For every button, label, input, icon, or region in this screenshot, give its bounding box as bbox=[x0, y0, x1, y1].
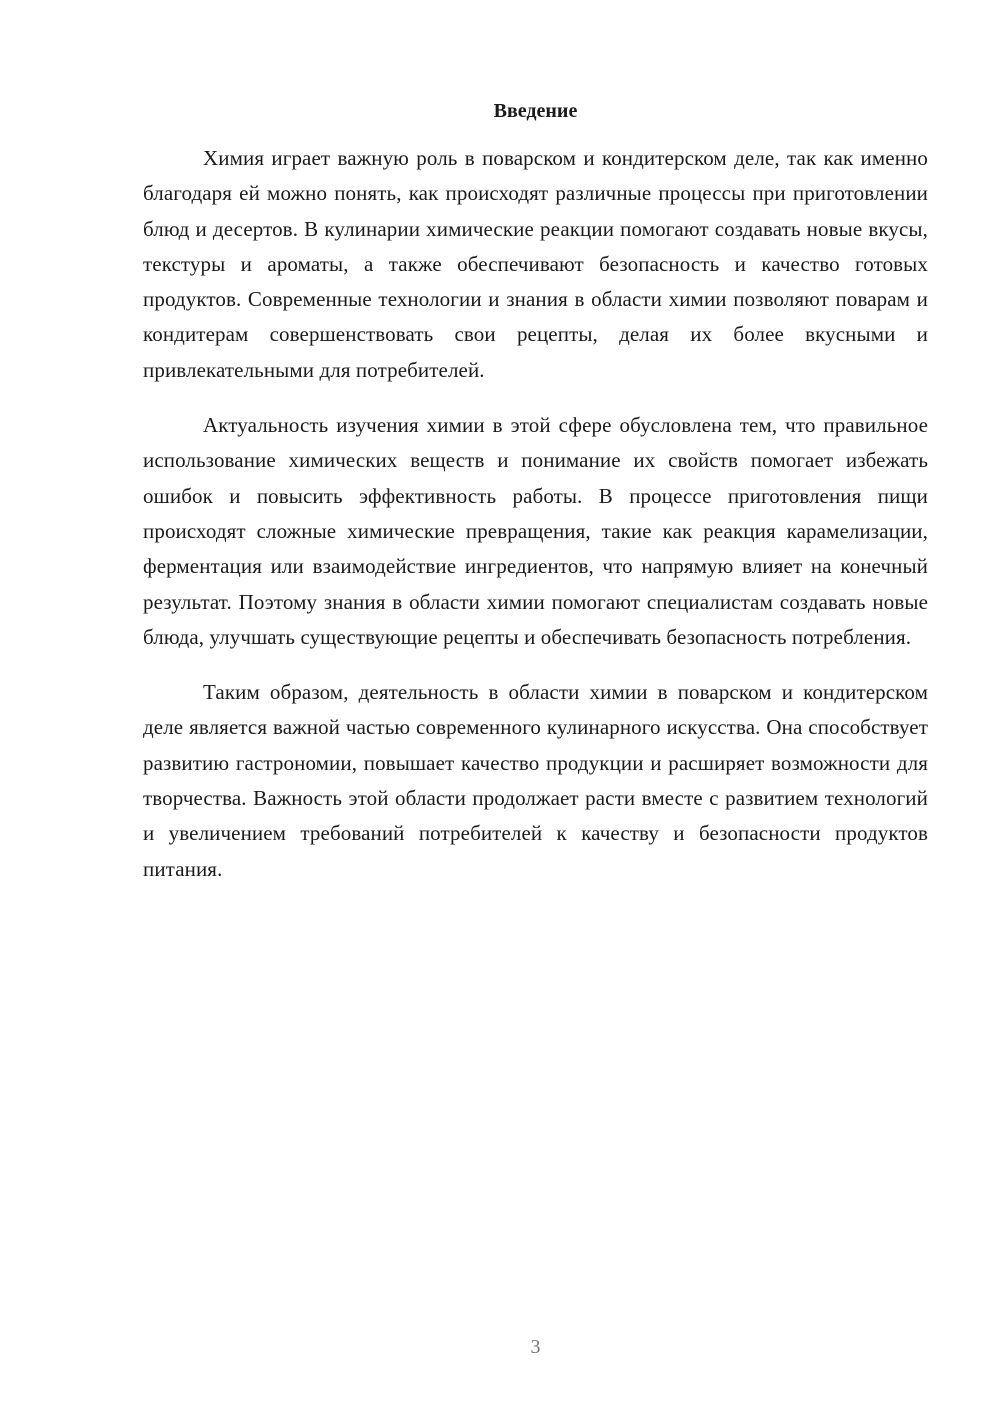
paragraph-1: Химия играет важную роль в поварском и кондитерском деле, так как именно благодаря ей можно понять, как происходят различные процессы при приготовлении блюд и десертов. В кулинарии химические реакции помогают создавать новые вкусы, текстуры и ароматы, а также обеспечивают безопасность и качество готовых продуктов. Современные технологии и знания в области химии позволяют поварам и кондитерам совершенствовать свои рецепты, делая их более вкусными и привлекательными для потребителей. bbox=[143, 146, 928, 382]
page-number: 3 bbox=[530, 1336, 541, 1358]
section-heading: Введение bbox=[493, 100, 578, 122]
paragraph-2: Актуальность изучения химии в этой сфере обусловлена тем, что правильное использование химических веществ и понимание их свойств помогает избежать ошибок и повысить эффективность работы. В процессе приготовления пищи происходят сложные химические превращения, такие как реакция карамелизации, ферментация или взаимодействие ингредиентов, что напрямую влияет на конечный результат. Поэтому знания в области химии помогают специалистам создавать новые блюда, улучшать существующие рецепты и обеспечивать безопасность потребления. bbox=[143, 413, 928, 649]
body-text bbox=[143, 141, 928, 907]
paragraph-3: Таким образом, деятельность в области химии в поварском и кондитерском деле является важной частью современного кулинарного искусства. Она способствует развитию гастрономии, повышает качество продукции и расширяет возможности для творчества. Важность этой области продолжает расти вместе с развитием технологий и увеличением требований потребителей к качеству и безопасности продуктов питания. bbox=[143, 680, 928, 881]
